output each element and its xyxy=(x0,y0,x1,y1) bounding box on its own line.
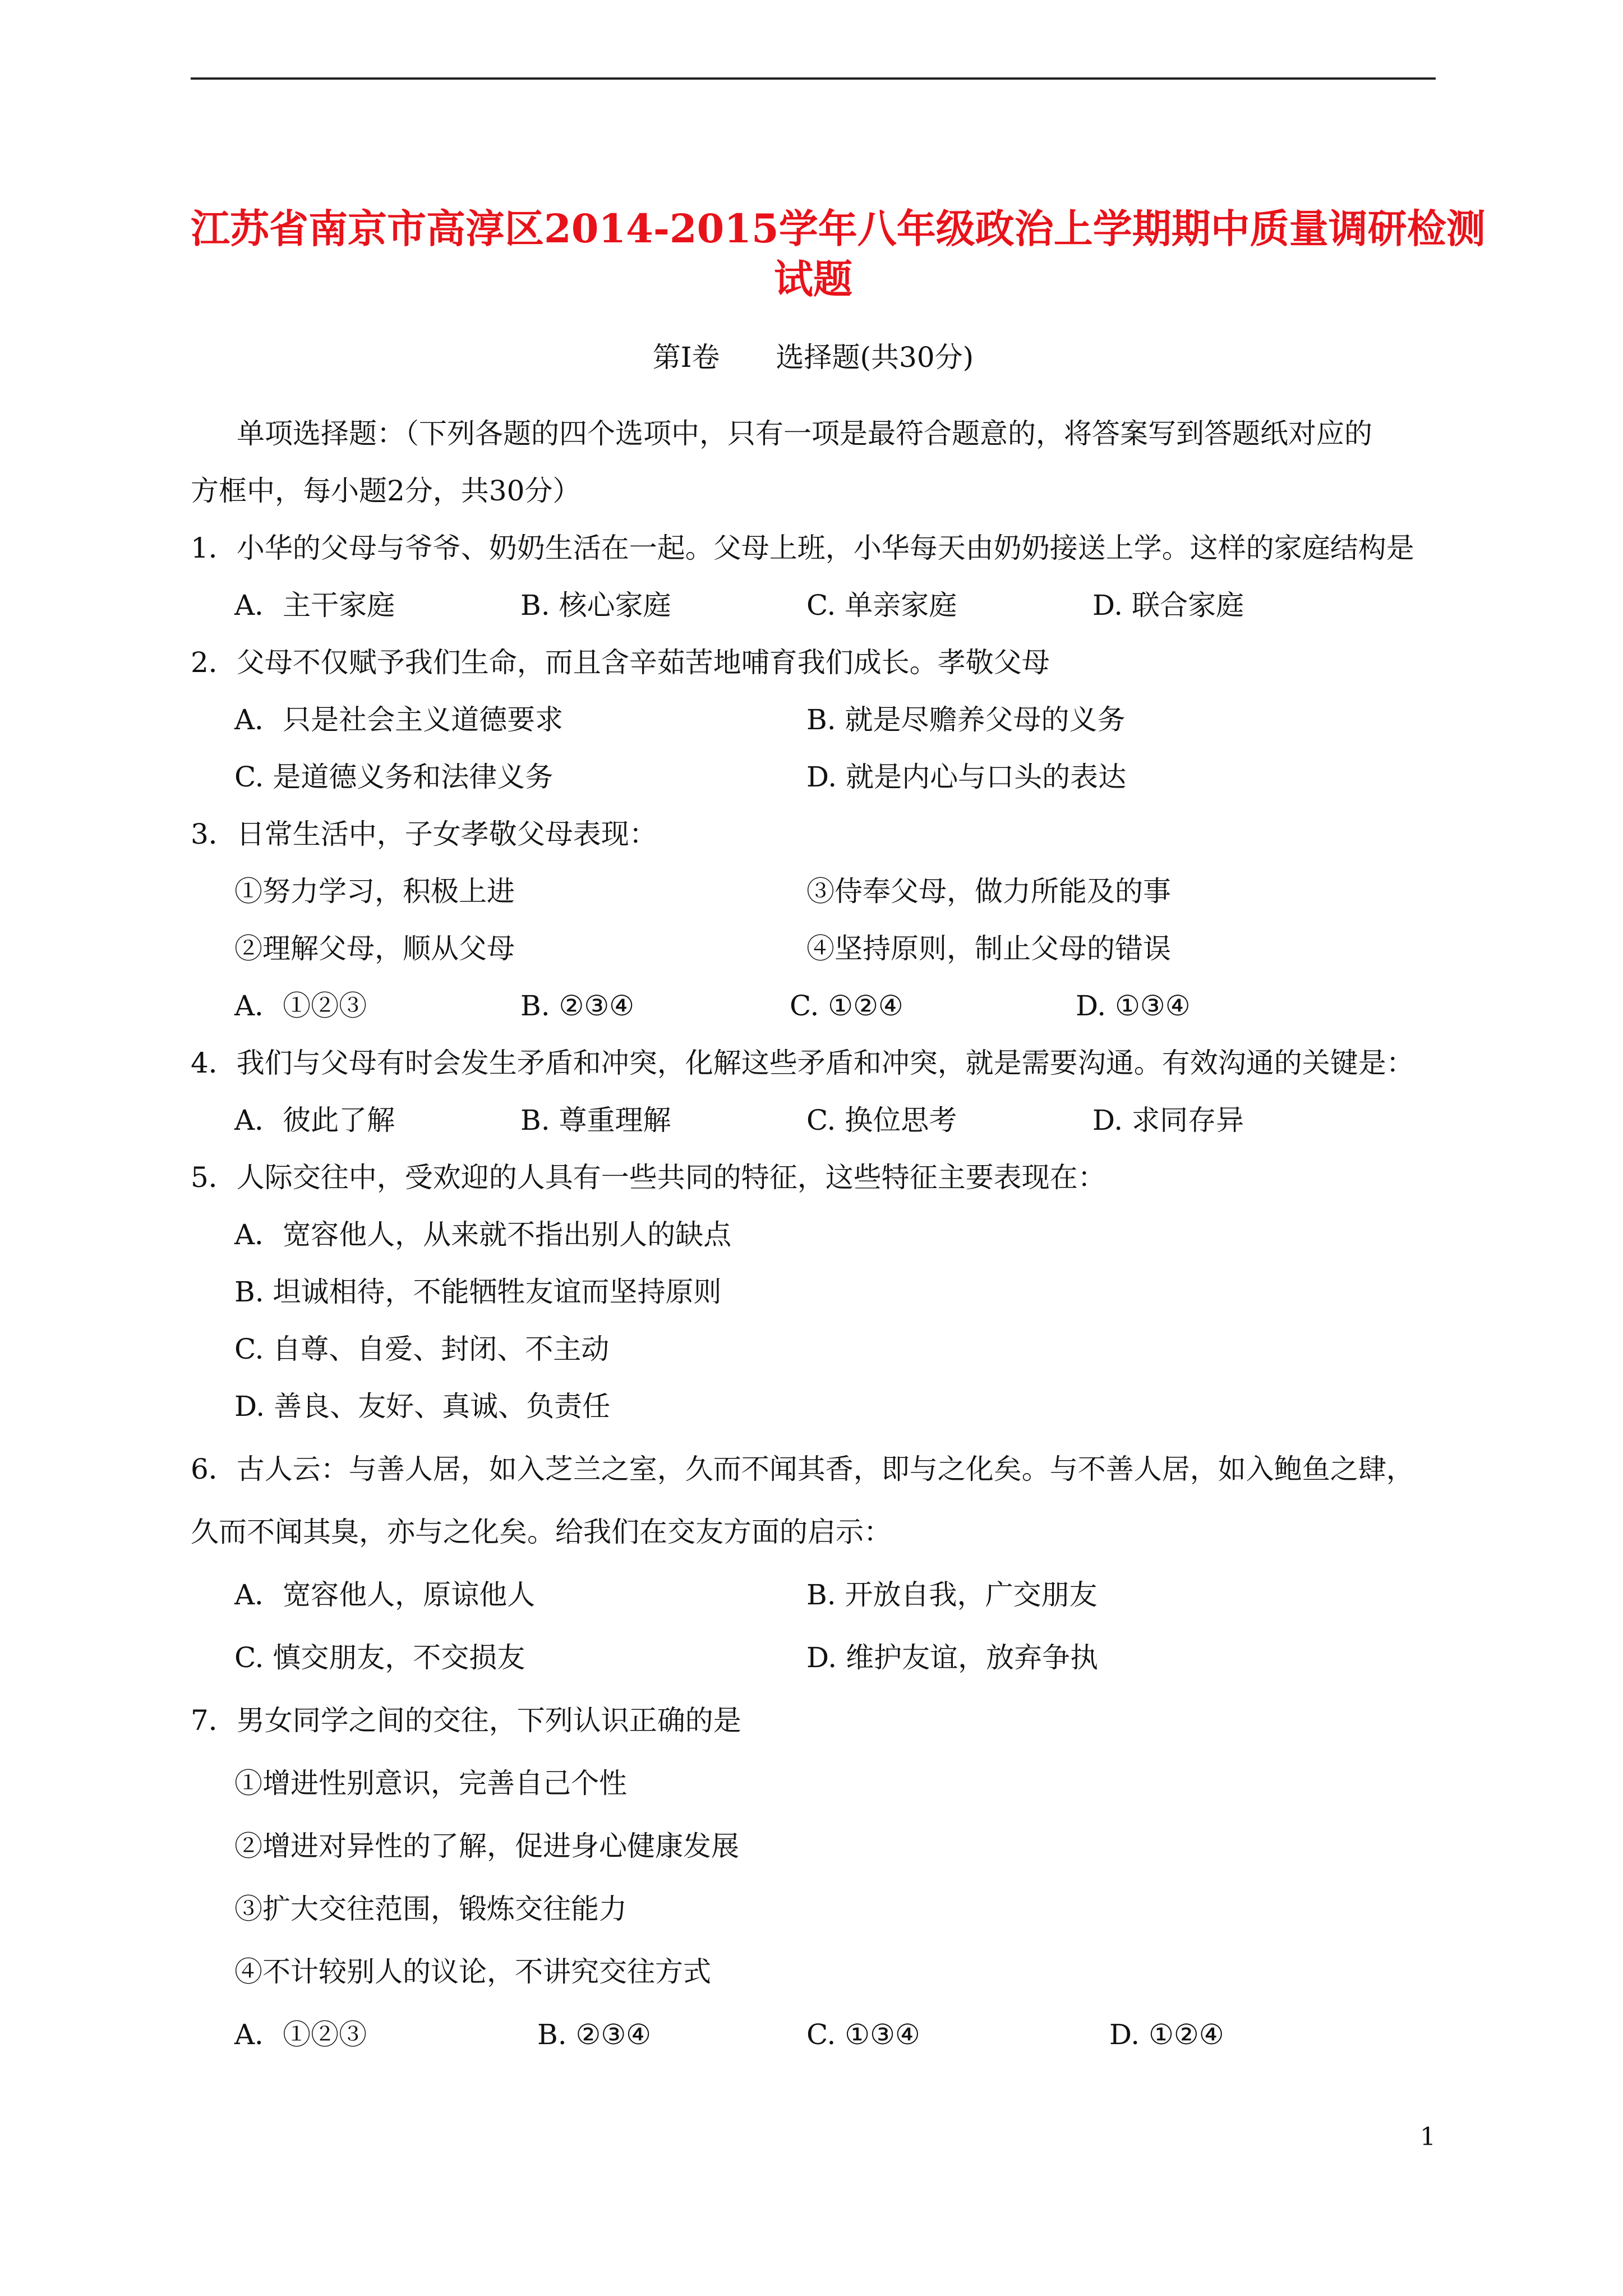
statement-item: ④坚持原则，制止父母的错误 xyxy=(806,932,1171,965)
question-stem: 2．父母不仅赋予我们生命，而且含辛茹苦地哺育我们成长。孝敬父母 xyxy=(191,646,1050,679)
option: D. 求同存异 xyxy=(1092,1104,1244,1137)
option: A．宽容他人，从来就不指出别人的缺点 xyxy=(234,1218,732,1251)
question-stem: 7．男女同学之间的交往，下列认识正确的是 xyxy=(191,1704,741,1737)
option: D. 联合家庭 xyxy=(1092,589,1244,622)
option: B. ②③④ xyxy=(520,990,635,1022)
option: A．①②③ xyxy=(234,990,367,1022)
question-stem: 5．人际交往中，受欢迎的人具有一些共同的特征，这些特征主要表现在： xyxy=(191,1161,1106,1194)
option: D. 维护友谊，放弃争执 xyxy=(806,1641,1099,1674)
option: B. 尊重理解 xyxy=(520,1104,671,1137)
question-stem: 3．日常生活中，子女孝敬父母表现： xyxy=(191,818,657,850)
option: C. 自尊、自爱、封闭、不主动 xyxy=(234,1333,610,1365)
option: C. 单亲家庭 xyxy=(806,589,957,622)
header-rule xyxy=(191,77,1436,80)
option: B. 开放自我，广交朋友 xyxy=(806,1579,1098,1611)
statement-item: ①努力学习，积极上进 xyxy=(234,875,515,908)
instructions-line: 单项选择题：（下列各题的四个选项中，只有一项是最符合题意的，将答案写到答题纸对应的 xyxy=(237,417,1372,450)
option: D. ①②④ xyxy=(1109,2018,1224,2051)
question-stem: 6．古人云：与善人居，如入芝兰之室，久而不闻其香，即与之化矣。与不善人居，如入鲍鱼之肆， xyxy=(191,1453,1414,1485)
option: D. 善良、友好、真诚、负责任 xyxy=(234,1390,611,1423)
page-number: 1 xyxy=(1420,2123,1436,2151)
option: A．只是社会主义道德要求 xyxy=(234,703,564,736)
statement-item: ②理解父母，顺从父母 xyxy=(234,932,515,965)
option: B. 坦诚相待，不能牺牲友谊而坚持原则 xyxy=(234,1276,722,1308)
option: C. 慎交朋友，不交损友 xyxy=(234,1641,525,1674)
option: C. 换位思考 xyxy=(806,1104,957,1137)
statement-item: ②增进对异性的了解，促进身心健康发展 xyxy=(234,1830,739,1862)
option: C. 是道德义务和法律义务 xyxy=(234,761,554,793)
option: C. ①③④ xyxy=(806,2018,920,2051)
document-title: 江苏省南京市高淳区2014-2015学年八年级政治上学期期中质量调研检测 xyxy=(191,205,1486,252)
option: A．①②③ xyxy=(234,2018,367,2051)
option: B. 就是尽赡养父母的义务 xyxy=(806,703,1126,736)
question-stem-continued: 久而不闻其臭，亦与之化矣。给我们在交友方面的启示： xyxy=(191,1516,892,1548)
section-heading: 第Ⅰ卷 选择题(共30分) xyxy=(652,341,974,374)
option: B. 核心家庭 xyxy=(520,589,671,622)
option: D. ①③④ xyxy=(1076,990,1191,1022)
option: A．宽容他人，原谅他人 xyxy=(234,1579,536,1611)
option: A．彼此了解 xyxy=(234,1104,395,1137)
document-title-continued: 试题 xyxy=(774,256,852,302)
statement-item: ③侍奉父母，做力所能及的事 xyxy=(806,875,1171,908)
question-stem: 1．小华的父母与爷爷、奶奶生活在一起。父母上班，小华每天由奶奶接送上学。这样的家庭结构是 xyxy=(191,532,1414,564)
statement-item: ④不计较别人的议论，不讲究交往方式 xyxy=(234,1955,711,1988)
option: B. ②③④ xyxy=(537,2018,652,2051)
statement-item: ③扩大交往范围，锻炼交往能力 xyxy=(234,1893,627,1925)
option: A．主干家庭 xyxy=(234,589,395,622)
question-stem: 4．我们与父母有时会发生矛盾和冲突，化解这些矛盾和冲突，就是需要沟通。有效沟通的关键是： xyxy=(191,1047,1414,1079)
option: C. ①②④ xyxy=(790,990,903,1022)
statement-item: ①增进性别意识，完善自己个性 xyxy=(234,1767,627,1800)
option: D. 就是内心与口头的表达 xyxy=(806,761,1127,793)
instructions-line: 方框中，每小题2分，共30分） xyxy=(191,475,581,507)
